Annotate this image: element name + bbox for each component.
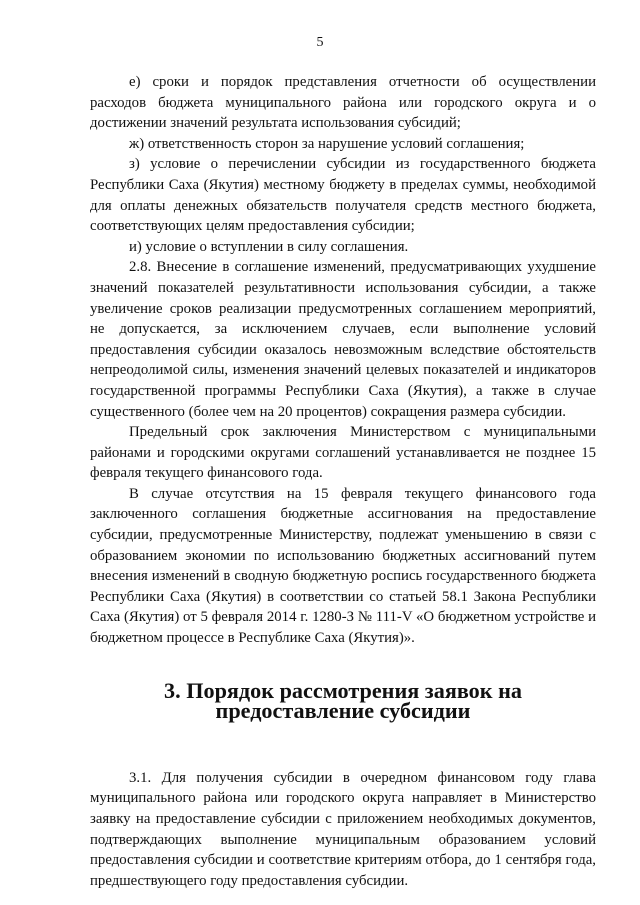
paragraph-clause-2-8: 2.8. Внесение в соглашение изменений, предусматривающих ухудшение значений показателей результативности использования субсидии, а также увеличение сроков реализации предусмотренных соглашением мероприятий, не допускается, за исключением случаев, если выполнение условий предоставления субсидии оказалось невозможным вследствие обстоятельств непреодолимой силы, изменения значений целевых показателей и индикаторов государственной программы Республики Саха (Якутия), а также в случае существенного (более чем на 20 процентов) сокращения размера субсидии. <box>90 259 596 420</box>
section-heading: 3. Порядок рассмотрения заявок на предоставление субсидии <box>164 677 522 724</box>
paragraph-item-z: з) условие о перечислении субсидии из государственного бюджета Республики Саха (Якутия) местному бюджету в пределах суммы, необходимой для оплаты денежных обязательств получателя средств местного бюджета, соответствующих целям предоставления субсидии; <box>90 156 596 235</box>
paragraph-absence-case: В случае отсутствия на 15 февраля текущего финансового года заключенного соглашения бюджетные ассигнования на предоставление субсидии, предусмотренные Министерству, подлежат уменьшению в связи с образованием экономии по использованию бюджетных ассигнований путем внесения изменений в сводную бюджетную роспись государственного бюджета Республики Саха (Якутия) в соответствии со статьей 58.1 Закона Республики Саха (Якутия) от 5 февраля 2014 г. 1280-З № 111-V «О бюджетном устройстве и бюджетном процессе в Республике Саха (Якутия)». <box>90 485 596 647</box>
document-body <box>90 72 596 891</box>
page-number: 5 <box>316 35 324 50</box>
paragraph-item-zh: ж) ответственность сторон за нарушение условий соглашения; <box>129 135 525 152</box>
paragraph-deadline: Предельный срок заключения Министерством с муниципальными районами и городскими округами соглашений устанавливается не позднее 15 февраля текущего финансового года. <box>90 424 596 482</box>
paragraph-item-i: и) условие о вступлении в силу соглашения. <box>129 238 409 255</box>
paragraph-clause-3-1: 3.1. Для получения субсидии в очередном финансовом году глава муниципального района или городского округа направляет в Министерство заявку на предоставление субсидии с приложением необходимых документов, подтверждающих выполнение муниципальным образованием условий предоставления субсидии и соответствие критериям отбора, до 1 сентября года, предшествующего году предоставления субсидии. <box>90 769 596 889</box>
paragraph-item-e: е) сроки и порядок представления отчетности об осуществлении расходов бюджета муниципального района или городского округа и о достижении значений результата использования субсидий; <box>90 74 596 132</box>
